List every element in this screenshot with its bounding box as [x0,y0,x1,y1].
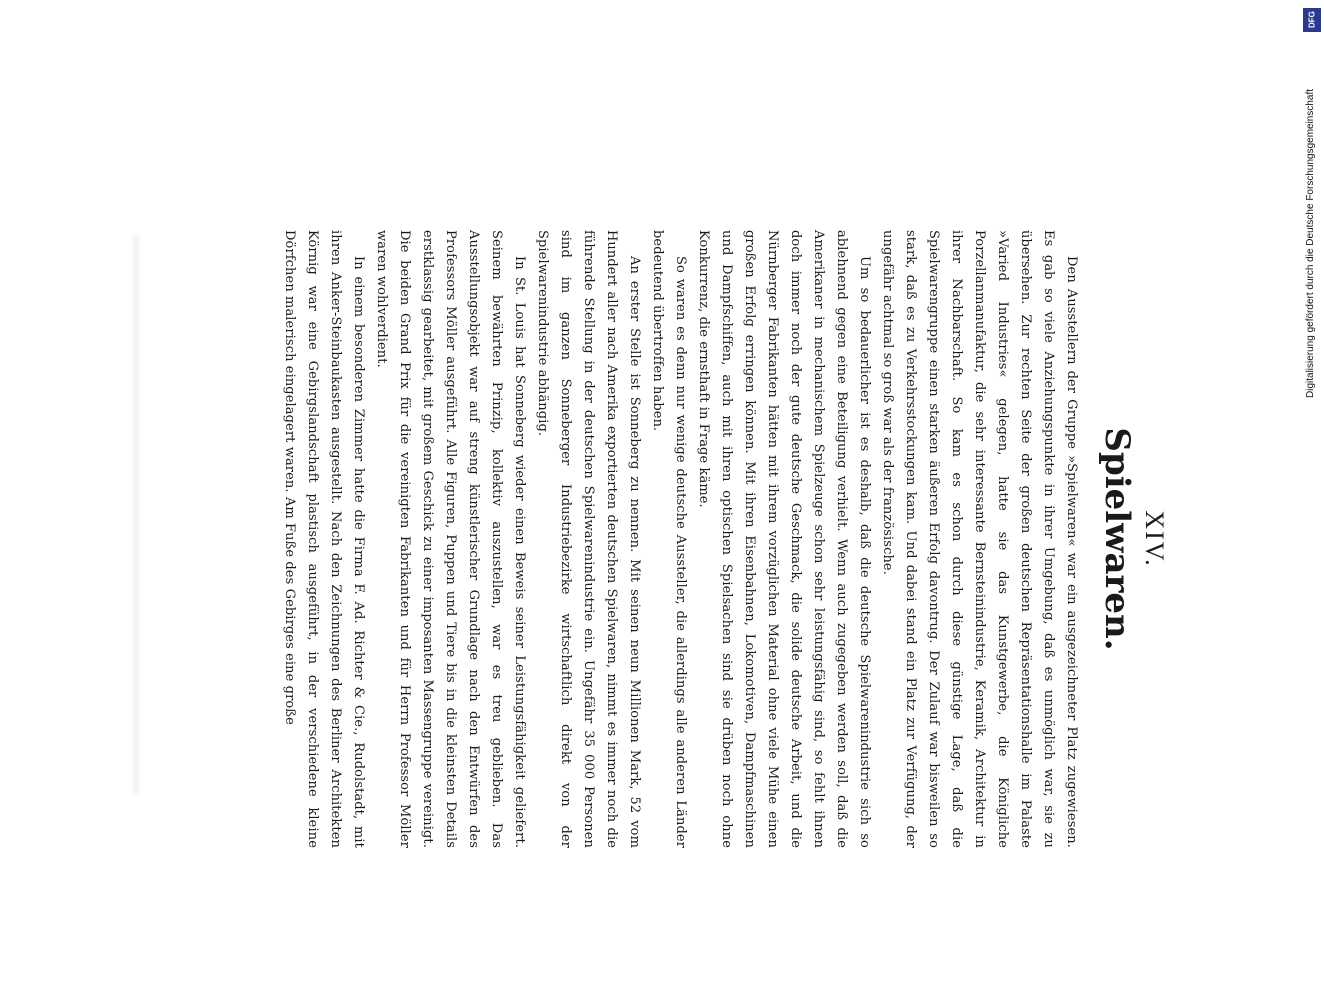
paragraph: So waren es denn nur wenige deutsche Aussteller, die allerdings alle anderen Länder bedeutend übertroffen haben. [650,230,688,848]
paragraph: In St. Louis hat Sonneberg wieder einen Beweis seiner Leistungsfähigkeit geliefert. Seinem bewährten Prinzip, kollektiv auszustellen, war es treu geblieben. Das Ausstellungsobjekt war auf streng künstlerischer Grundlage nach den Entwürfen des Professors Möller ausgeführt. Alle Figuren, Puppen und Tiere bis in die kleinsten Details erstklassig gearbeitet, mit großem Geschick zu einer imposanten Massengruppe vereinigt. Die beiden Grand Prix für die vereinigten Fabrikanten und für Herrn Professor Möller waren wohlverdient. [374,230,527,848]
paragraph: Um so bedauerlicher ist es deshalb, daß die deutsche Spielwarenindustrie sich so ablehnend gegen eine Beteiligung verhielt. Wenn auch zugegeben werden soll, daß die Amerikaner in mechanischem Spielzeuge schon sehr leistungsfähig sind, so fehlt ihnen doch immer noch der gute deutsche Geschmack, die solide deutsche Arbeit, und die Nürnberger Fabrikanten hätten mit ihrem vorzüglichen Material ohne viele Mühe einen großen Erfolg erringen können. Mit ihren Eisenbahnen, Lokomotiven, Dampfmaschinen und Dampfschiffen, auch mit ihren optischen Spielsachen sind sie drüben noch ohne Konkurrenz, die ernsthaft in Frage käme. [696,230,872,848]
dfg-logo: DFG [1303,8,1321,32]
chapter-number: XIV. [1140,510,1169,568]
scanned-page [0,50,1324,950]
page-content [278,230,1169,848]
credit-text: Digitalisierung gefördert durch die Deutsche Forschungsgemeinschaft [1305,88,1316,398]
paragraph: An erster Stelle ist Sonneberg zu nennen. Mit seinen neun Millionen Mark, 52 vom Hundert aller nach Amerika exportierten deutschen Spielwaren, nimmt es immer noch die führende Stellung in der deutschen Spielwarenindustrie ein. Ungefähr 35 000 Personen sind im ganzen Sonneberger Industriebezirke wirtschaftlich direkt von der Spielwarenindustrie abhängig. [535,230,642,848]
chapter-title: Spielwaren. [1097,427,1137,651]
paragraph: Den Ausstellern der Gruppe »Spielwaren« war ein ausgezeichneter Platz zugewiesen. Es gab so viele Anziehungspunkte in ihrer Umgebung, daß es unmöglich war, sie zu übersehen. Zur rechten Seite der großen deutschen Repräsentationshalle im Palaste »Varied Industries« gelegen, hatte sie das Kunstgewerbe, die Königliche Porzellanmanufaktur, die sehr interessante Bernsteinindustrie, Keramik, Architektur in ihrer Nachbarschaft. So kam es schon durch diese günstige Lage, daß die Spielwarengruppe einen starken äußeren Erfolg davontrug. Der Zulauf war bisweilen so stark, daß es zu Verkehrsstockungen kam. Und dabei stand ein Platz zur Verfügung, der ungefähr achtmal so groß war als der französische. [880,230,1079,848]
paragraph: In einem besonderen Zimmer hatte die Firma F. Ad. Richter & Cie., Rudolstadt, mit ihren Anker-Steinbaukasten ausgestellt. Nach den Zeichnungen des Berliner Architekten Körnig war eine Gebirgslandschaft plastisch ausgeführt, in der verschiedene kleine Dörfchen malerisch eingelagert waren. Am Fuße des Gebirges eine große [282,230,366,848]
digitization-credit [1303,8,1323,408]
